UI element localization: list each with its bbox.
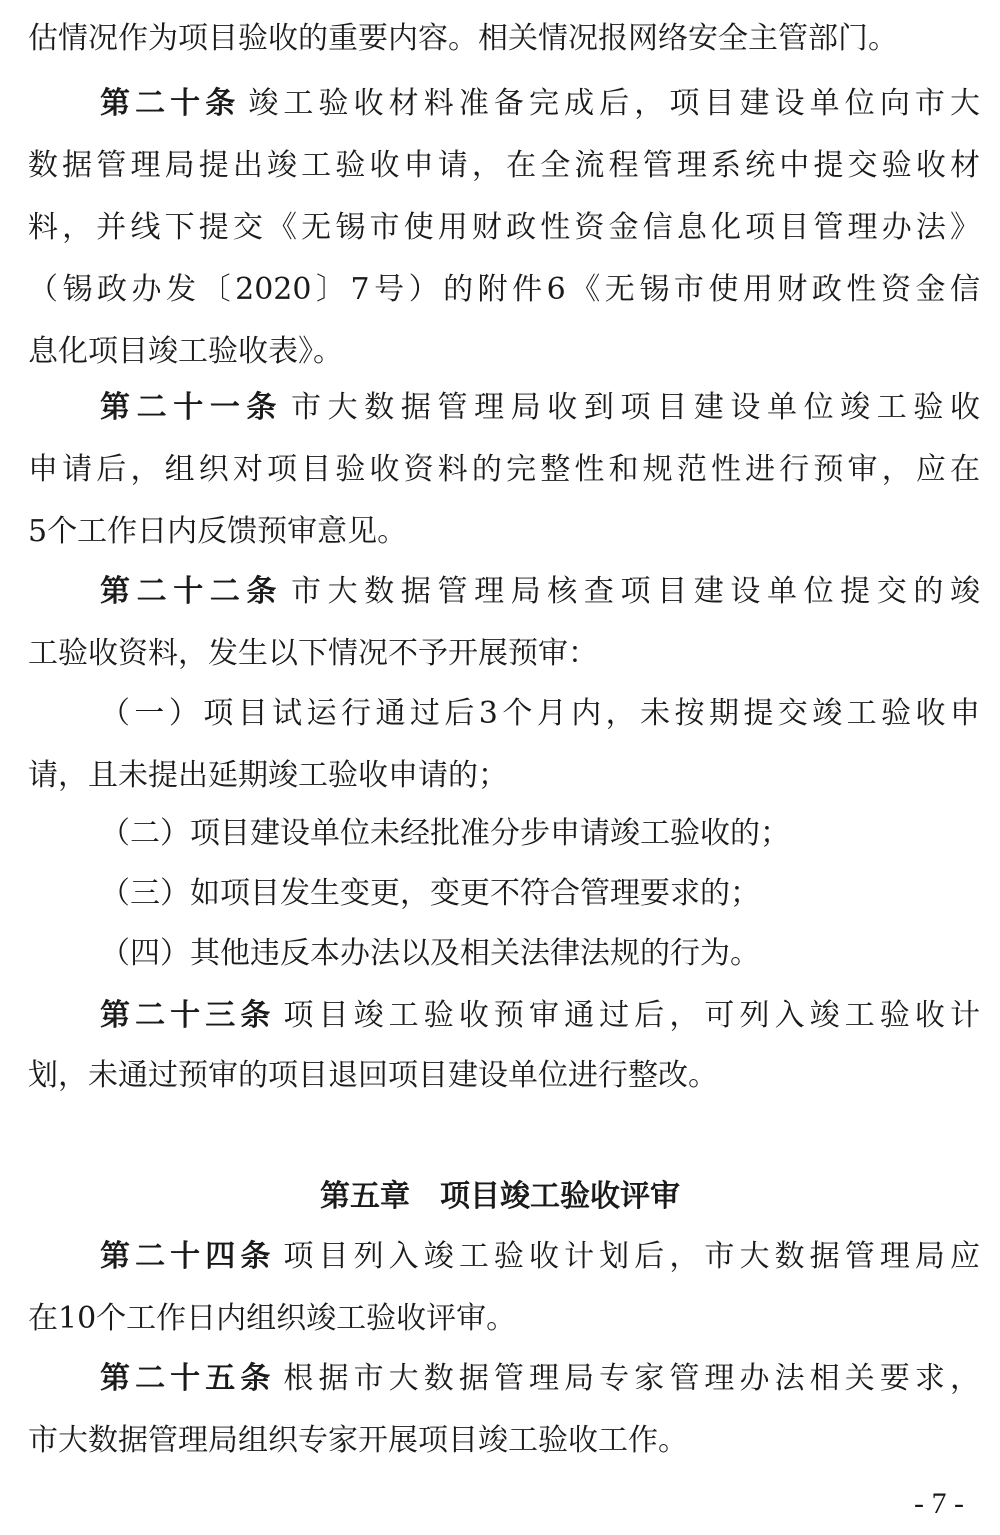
text-line: 划，未通过预审的项目退回项目建设单位进行整改。: [28, 1058, 718, 1093]
article-text: 市大数据管理局收到项目建设单位竣工验收: [291, 390, 980, 425]
article-20-first-line: [100, 73, 980, 135]
article-heading: 第二十四条: [100, 1239, 276, 1274]
article-22-first-line: [100, 561, 980, 623]
article-heading: 第二十五条: [100, 1361, 276, 1396]
article-text: 项目竣工验收预审通过后，可列入竣工验收计: [283, 998, 980, 1033]
article-heading: 第二十条: [100, 86, 241, 121]
article-text: 根据市大数据管理局专家管理办法相关要求，: [283, 1361, 980, 1396]
text-line: 工验收资料，发生以下情况不予开展预审：: [28, 636, 598, 671]
article-text: 市大数据管理局核查项目建设单位提交的竣: [291, 574, 980, 609]
text-line: 在10个工作日内组织竣工验收评审。: [28, 1301, 517, 1336]
text-line: 料，并线下提交《无锡市使用财政性资金信息化项目管理办法》: [28, 210, 980, 245]
list-item: （二）项目建设单位未经批准分步申请竣工验收的；: [100, 816, 790, 851]
article-21-first-line: [100, 377, 980, 439]
text-line: 5个工作日内反馈预审意见。: [28, 514, 408, 549]
article-heading: 第二十三条: [100, 998, 276, 1033]
article-heading: 第二十一条: [100, 390, 284, 425]
text-line: 息化项目竣工验收表》。: [28, 334, 343, 369]
text-line: 数据管理局提出竣工验收申请，在全流程管理系统中提交验收材: [28, 148, 980, 183]
chapter-title: 第五章 项目竣工验收评审: [320, 1179, 680, 1214]
page-number: - 7 -: [914, 1487, 964, 1520]
article-24-first-line: [100, 1226, 980, 1288]
article-heading: 第二十二条: [100, 574, 284, 609]
list-item-first-line: （一）项目试运行通过后3个月内，未按期提交竣工验收申: [100, 696, 980, 731]
text-line: 估情况作为项目验收的重要内容。相关情况报网络安全主管部门。: [28, 21, 898, 56]
article-23-first-line: [100, 985, 980, 1047]
article-text: 项目列入竣工验收计划后，市大数据管理局应: [283, 1239, 980, 1274]
text-line: 市大数据管理局组织专家开展项目竣工验收工作。: [28, 1423, 688, 1458]
text-line: （锡政办发〔2020〕7号）的附件6《无锡市使用财政性资金信: [28, 272, 980, 307]
list-item: （三）如项目发生变更，变更不符合管理要求的；: [100, 876, 760, 911]
article-25-first-line: [100, 1348, 980, 1410]
article-text: 竣工验收材料准备完成后，项目建设单位向市大: [248, 86, 980, 121]
list-item: （四）其他违反本办法以及相关法律法规的行为。: [100, 936, 760, 971]
text-line: 申请后，组织对项目验收资料的完整性和规范性进行预审，应在: [28, 452, 980, 487]
text-line: 请，且未提出延期竣工验收申请的；: [28, 758, 508, 793]
